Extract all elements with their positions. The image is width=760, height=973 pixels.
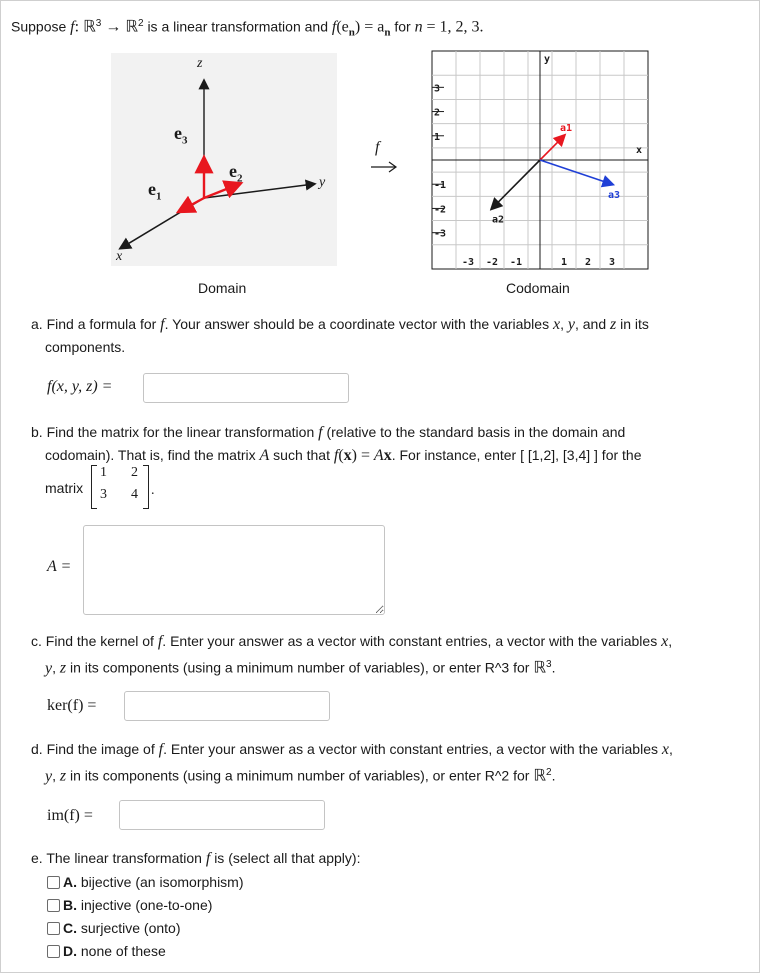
part-b-lhs: A = [47,558,72,575]
intro-sup2: 2 [137,18,144,29]
part-d-z: z [59,767,67,785]
part-a-t3: in its [620,316,649,332]
part-d-x: x [661,741,669,758]
domain-caption: Domain [198,280,247,296]
y-tick-label: -2 [434,204,447,216]
map-f-label: f [375,139,380,156]
part-c-f: f [157,633,163,650]
intro-formula-n2: n [384,26,391,39]
option-b-checkbox[interactable] [47,899,60,912]
e1-sub: 1 [156,190,162,203]
part-c-period: . [551,659,556,676]
domain-axes-svg [111,53,337,266]
matrix-label: matrix [45,480,84,496]
matrix-period: . [151,483,155,498]
option-a-checkbox[interactable] [47,876,60,889]
part-c-z: z [59,659,67,677]
intro-lead: Suppose [11,18,67,35]
intro-n: n [414,18,423,36]
part-c-R: ℝ [533,659,547,677]
part-b-t1: b. Find the matrix for the linear transformation [31,424,315,440]
part-e-t2: is (select all that apply): [214,850,361,866]
part-d-sup: 2 [546,767,552,778]
e1-label [148,179,162,203]
part-c-comma2: , [52,659,56,676]
option-c[interactable] [47,918,180,938]
part-a-x: x [552,316,561,333]
option-b[interactable] [47,895,212,915]
part-b-t2: (relative to the standard basis in the domain and [326,424,626,440]
part-e-text [31,850,360,868]
image-input[interactable] [119,800,325,830]
domain-x-label: x [116,249,123,264]
option-d-label: none of these [80,943,166,959]
part-d-text [31,738,751,788]
part-d-y: y [45,767,53,785]
x-tick-label: -3 [461,257,475,268]
intro-formula-eq: ) = a [354,18,385,36]
intro-formula-f: f [331,18,337,36]
part-d-t2: . Enter your answer as a vector with constant entries, a vector with the variables [163,741,658,757]
part-b-close: ) = [351,447,371,464]
option-b-letter: B. [63,897,77,913]
option-c-label: surjective (onto) [80,920,181,936]
e2-letter: e [229,161,237,181]
intro-f: f [70,18,75,36]
y-tick-label: -3 [434,228,447,240]
part-d-t3: in its components (using a minimum number of variables), or enter R^2 for [70,767,530,784]
a2-label: a2 [492,214,505,226]
x-tick-label: -2 [485,257,499,268]
part-c-sup: 3 [546,659,552,670]
codomain-x-axis-label: x [636,145,643,156]
part-e-f: f [205,850,211,867]
intro-line [11,13,484,43]
part-b-xbold2: x [383,447,392,464]
part-d-t1: d. Find the image of [31,741,155,757]
y-tick-label: 2 [434,107,441,119]
option-c-letter: C. [63,920,77,936]
intro-text: is a linear transformation and [147,18,328,35]
kernel-input[interactable] [124,691,330,721]
part-a-t2: . Your answer should be a coordinate vector with the variables [164,316,550,332]
part-d-f: f [158,741,164,758]
part-d-lhs: im(f) = [47,807,93,824]
part-e-t1: e. The linear transformation [31,850,202,866]
e2-label [229,161,243,185]
codomain-caption: Codomain [506,280,570,296]
part-b-t5: . For instance, enter [ [1,2], [3,4] ] for the [391,447,642,463]
matrix-input[interactable] [83,525,385,615]
option-d[interactable] [47,941,166,961]
part-c-x: x [661,633,669,650]
part-a-comma2: , and [574,316,607,332]
matrix-left-bracket [91,465,97,509]
part-b-xbold: x [343,447,352,464]
option-d-checkbox[interactable] [47,945,60,958]
part-c-comma: , [668,633,673,649]
part-b-text [31,421,751,467]
intro-formula-n: n [348,26,355,39]
part-b-paren: ( [338,447,344,464]
part-b-Abold: A [373,447,384,464]
part-c-t3: in its components (using a minimum number of variables), or enter R^3 for [70,659,530,676]
x-tick-label: 1 [560,257,568,268]
option-a[interactable] [47,872,244,892]
part-a-t1: a. Find a formula for [31,316,157,332]
intro-sup3: 3 [95,18,102,29]
part-a-z: z [610,316,617,333]
part-b-t3: codomain). That is, find the matrix [45,447,256,463]
y-tick-label: -1 [434,180,447,192]
part-c-t1: c. Find the kernel of [31,633,154,649]
part-a-f: f [160,316,165,333]
option-d-letter: D. [63,943,77,959]
matrix-cell: 1 [100,465,107,480]
matrix-cell: 3 [100,487,107,502]
e1-vector [180,198,204,211]
domain-y-label: y [319,175,326,190]
domain-z-label: z [197,56,203,71]
matrix-right-bracket [143,465,149,509]
x-tick-label: 3 [608,257,616,268]
x-tick-label: 2 [584,257,592,268]
e3-letter: e [174,123,182,143]
part-b-f: f [318,424,323,441]
option-a-letter: A. [63,874,77,890]
part-a-y: y [567,316,575,333]
e1-letter: e [148,179,156,199]
map-arrow-icon [369,161,399,173]
e3-label [174,123,188,147]
option-a-label: bijective (an isomorphism) [80,874,244,890]
intro-arrow: → ℝ [101,18,138,36]
intro-n-values: = 1, 2, 3. [426,18,484,36]
part-b-fx: f [333,447,339,464]
part-b-A: A [259,447,270,464]
codomain-y-axis-label: y [544,54,551,65]
example-matrix [91,465,155,509]
part-d-comma2: , [52,767,56,784]
e2-sub: 2 [237,172,243,185]
e3-sub: 3 [182,134,188,147]
matrix-cell: 4 [131,487,138,502]
part-a-comma1: , [560,316,564,332]
matrix-cell: 2 [131,465,138,480]
codomain-plot [429,48,651,272]
part-a-lhs: f(x, y, z) = [47,378,113,395]
part-c-t2: . Enter your answer as a vector with constant entries, a vector with the variables [162,633,658,649]
x-tick-label: -1 [509,257,523,268]
part-a-line2: components. [45,339,126,355]
part-c-lhs: ker(f) = [47,697,97,714]
a1-label: a1 [560,122,573,134]
part-a-text [31,313,741,359]
part-d-comma: , [669,741,673,757]
y-tick-label: 3 [434,83,441,95]
part-c-text [31,630,751,680]
option-c-checkbox[interactable] [47,922,60,935]
a3-label: a3 [608,190,621,202]
part-d-R: ℝ [533,767,547,785]
intro-formula-arg: (e [336,18,349,36]
formula-input[interactable] [143,373,349,403]
intro-for: for [394,18,411,35]
intro-map: : ℝ [74,18,96,36]
part-c-y: y [45,659,53,677]
domain-figure [111,53,337,266]
y-tick-label: 1 [434,131,441,143]
option-b-label: injective (one-to-one) [80,897,213,913]
part-d-period: . [551,767,556,784]
part-b-t4: such that [273,447,330,463]
